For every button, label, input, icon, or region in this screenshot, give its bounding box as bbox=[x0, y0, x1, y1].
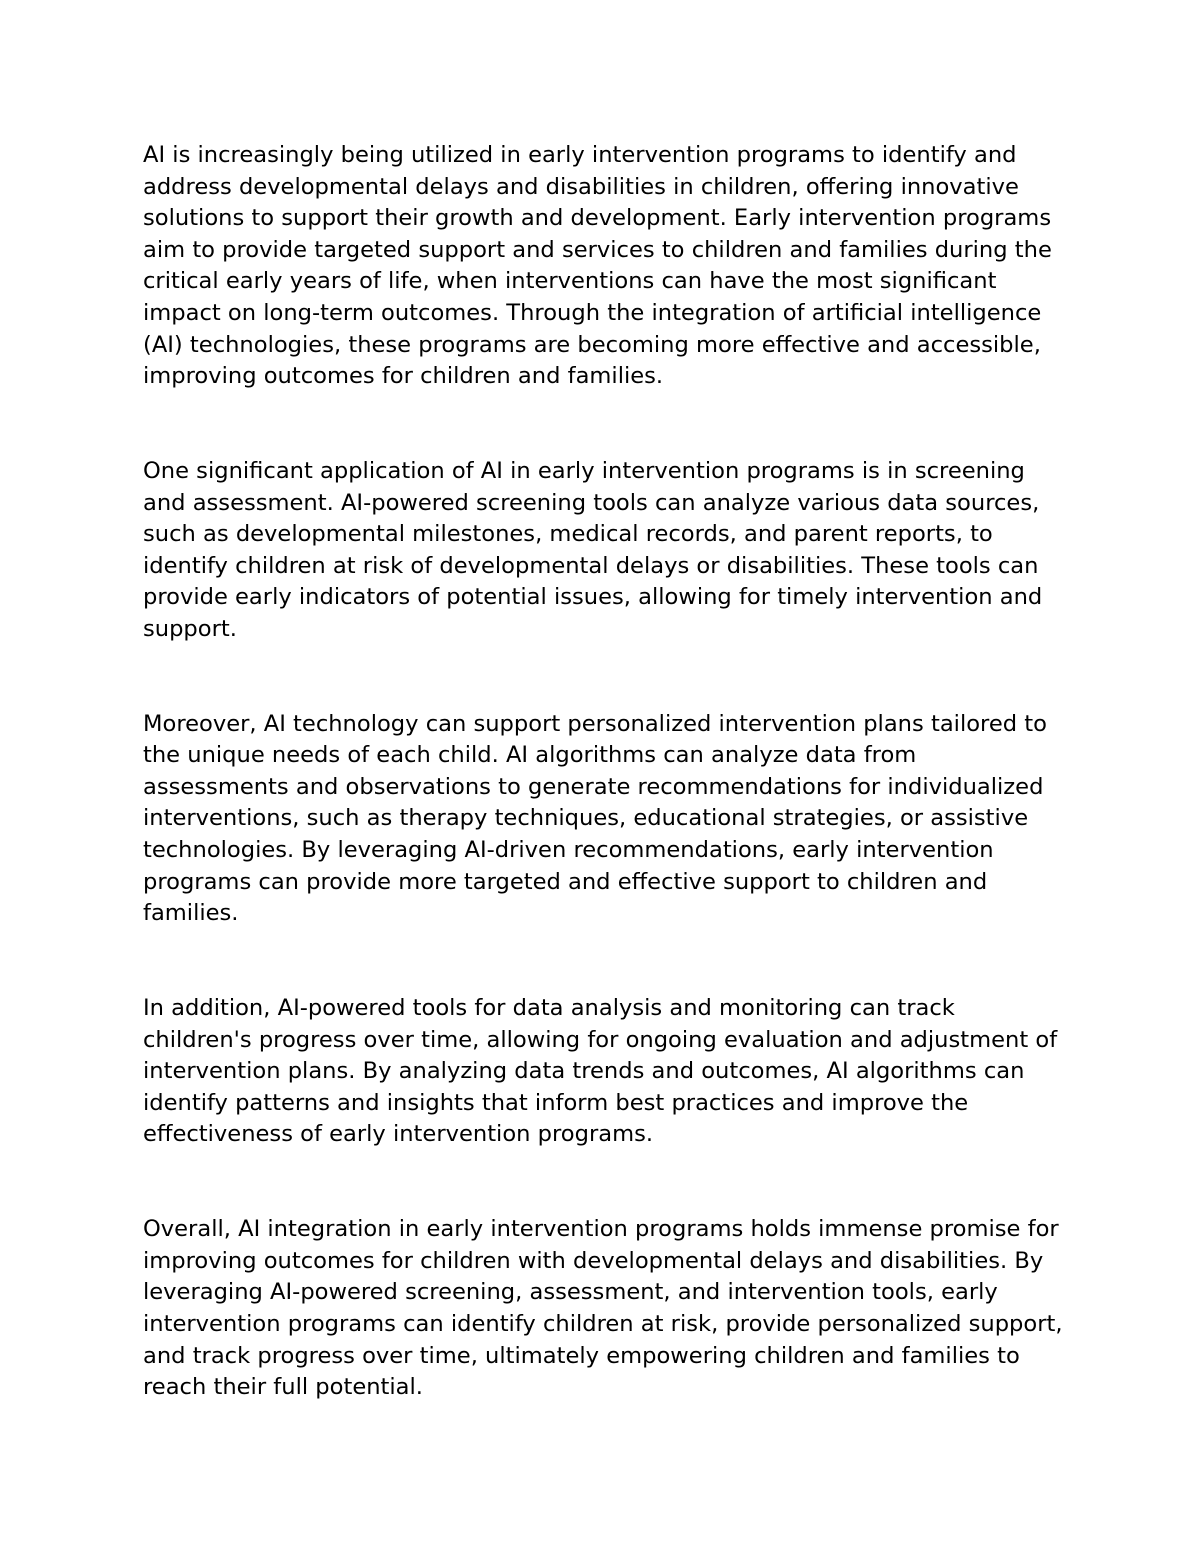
paragraph-screening: One significant application of AI in early intervention programs is in screening and assessment. AI-powered screening tools can analyze various data sources, such as developmental milestones, medical records, and parent reports, to identify children at risk of developmental delays or disabilities. These tools can provide early indicators of potential issues, allowing for timely intervention and support. bbox=[143, 457, 1043, 642]
paragraph-intro: AI is increasingly being utilized in early intervention programs to identify and address developmental delays and disabilities in children, offering innovative solutions to support their growth and development. Early intervention programs aim to provide targeted support and services to children and families during the critical early years of life, when interventions can have the most significant impact on long-term outcomes. Through the integration of artificial intelligence (AI) technologies, these programs are becoming more effective and accessible, improving outcomes for children and families. bbox=[143, 142, 1052, 390]
document-body bbox=[143, 140, 1068, 1404]
paragraph-conclusion: Overall, AI integration in early intervention programs holds immense promise for improving outcomes for children with developmental delays and disabilities. By leveraging AI-powered screening, assessment, and intervention tools, early intervention programs can identify children at risk, provide personalized support, and track progress over time, ultimately empowering children and families to reach their full potential. bbox=[143, 1216, 1063, 1401]
paragraph-personalized-plans: Moreover, AI technology can support personalized intervention plans tailored to the unique needs of each child. AI algorithms can analyze data from assessments and observations to generate recommendations for individualized interventions, such as therapy techniques, educational strategies, or assistive technologies. By leveraging AI-driven recommendations, early intervention programs can provide more targeted and effective support to children and families. bbox=[143, 710, 1047, 927]
paragraph-monitoring: In addition, AI-powered tools for data analysis and monitoring can track children's progress over time, allowing for ongoing evaluation and adjustment of intervention plans. By analyzing data trends and outcomes, AI algorithms can identify patterns and insights that inform best practices and improve the effectiveness of early intervention programs. bbox=[143, 995, 1058, 1148]
